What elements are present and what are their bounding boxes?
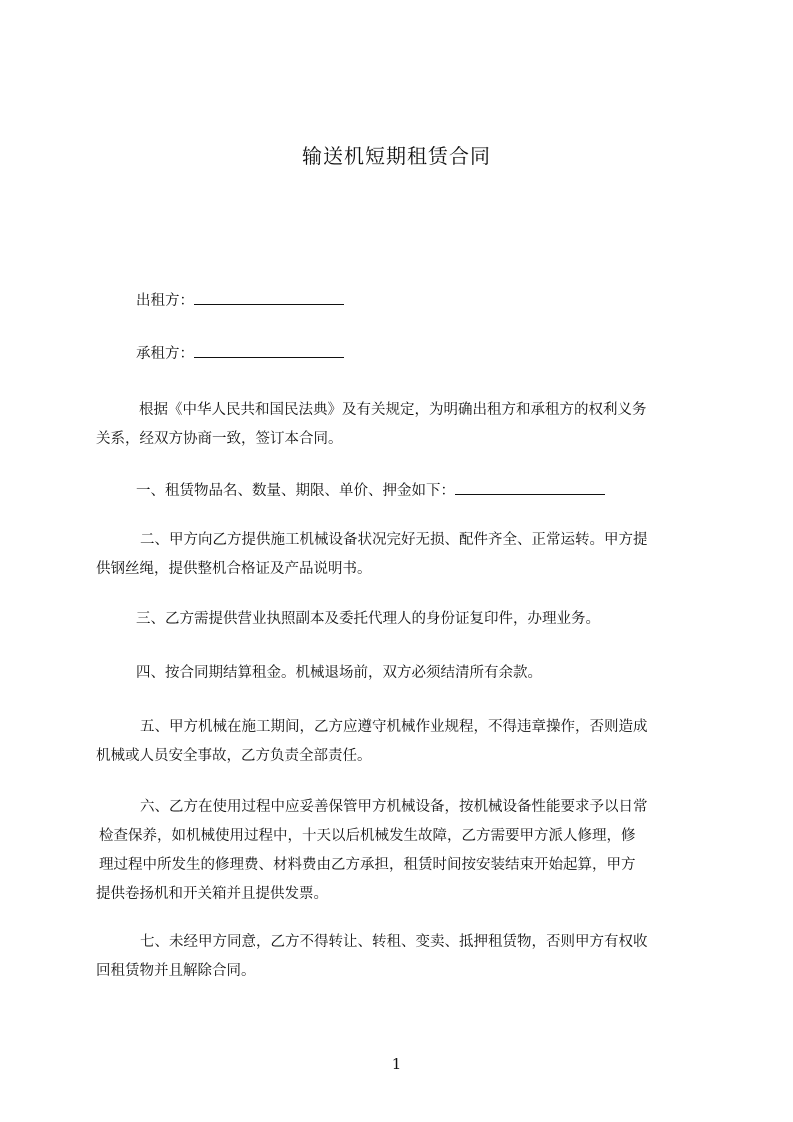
intro-line-2: 关系，经双方协商一致，签订本合同。 [96,431,343,447]
clause-1 [96,477,704,506]
lessor-label: 出租方： [136,293,194,309]
clause-3 [96,605,704,634]
lessor-line [96,287,704,316]
clause-6-line-4: 提供卷扬机和开关箱并且提供发票。 [96,886,328,902]
clause-7 [96,928,704,986]
clause-3-text: 三、乙方需提供营业执照副本及委托代理人的身份证复印件，办理业务。 [136,611,600,627]
clause-6-line-3: 理过程中所发生的修理费、材料费由乙方承担，租赁时间按安装结束开始起算，甲方 [99,857,636,873]
page-number: 1 [391,1055,402,1073]
intro-line-1: 根据《中华人民共和国民法典》及有关规定，为明确出租方和承租方的权利义务 [139,402,647,418]
clause-6 [96,793,704,909]
clause-4-text: 四、按合同期结算租金。机械退场前，双方必须结清所有余款。 [136,665,542,681]
clause-6-line-2: 检查保养，如机械使用过程中，十天以后机械发生故障，乙方需要甲方派人修理，修 [99,828,636,844]
intro-paragraph [96,396,704,454]
clause-5 [96,713,704,771]
clause-5-line-1: 五、甲方机械在施工期间，乙方应遵守机械作业规程，不得违章操作，否则造成 [140,719,648,735]
clause-7-line-1: 七、未经甲方同意，乙方不得转让、转租、变卖、抵押租赁物，否则甲方有权收 [140,934,648,950]
clause-4 [96,659,704,688]
goods-blank[interactable] [455,480,605,495]
clause-7-line-2: 回租赁物并且解除合同。 [96,963,256,979]
clause-2 [96,526,704,584]
document-title: 输送机短期租赁合同 [302,144,491,168]
clause-6-line-1: 六、乙方在使用过程中应妥善保管甲方机械设备，按机械设备性能要求予以日常 [140,799,648,815]
clause-2-line-1: 二、甲方向乙方提供施工机械设备状况完好无损、配件齐全、正常运转。甲方提 [140,532,648,548]
clause-1-text: 一、租赁物品名、数量、期限、单价、押金如下： [136,483,455,499]
lessee-label: 承租方： [136,346,194,362]
clause-5-line-2: 机械或人员安全事故，乙方负责全部责任。 [96,748,372,764]
lessor-blank[interactable] [194,290,344,305]
lessee-blank[interactable] [194,343,344,358]
lessee-line [96,340,704,369]
clause-2-line-2: 供钢丝绳，提供整机合格证及产品说明书。 [96,561,372,577]
